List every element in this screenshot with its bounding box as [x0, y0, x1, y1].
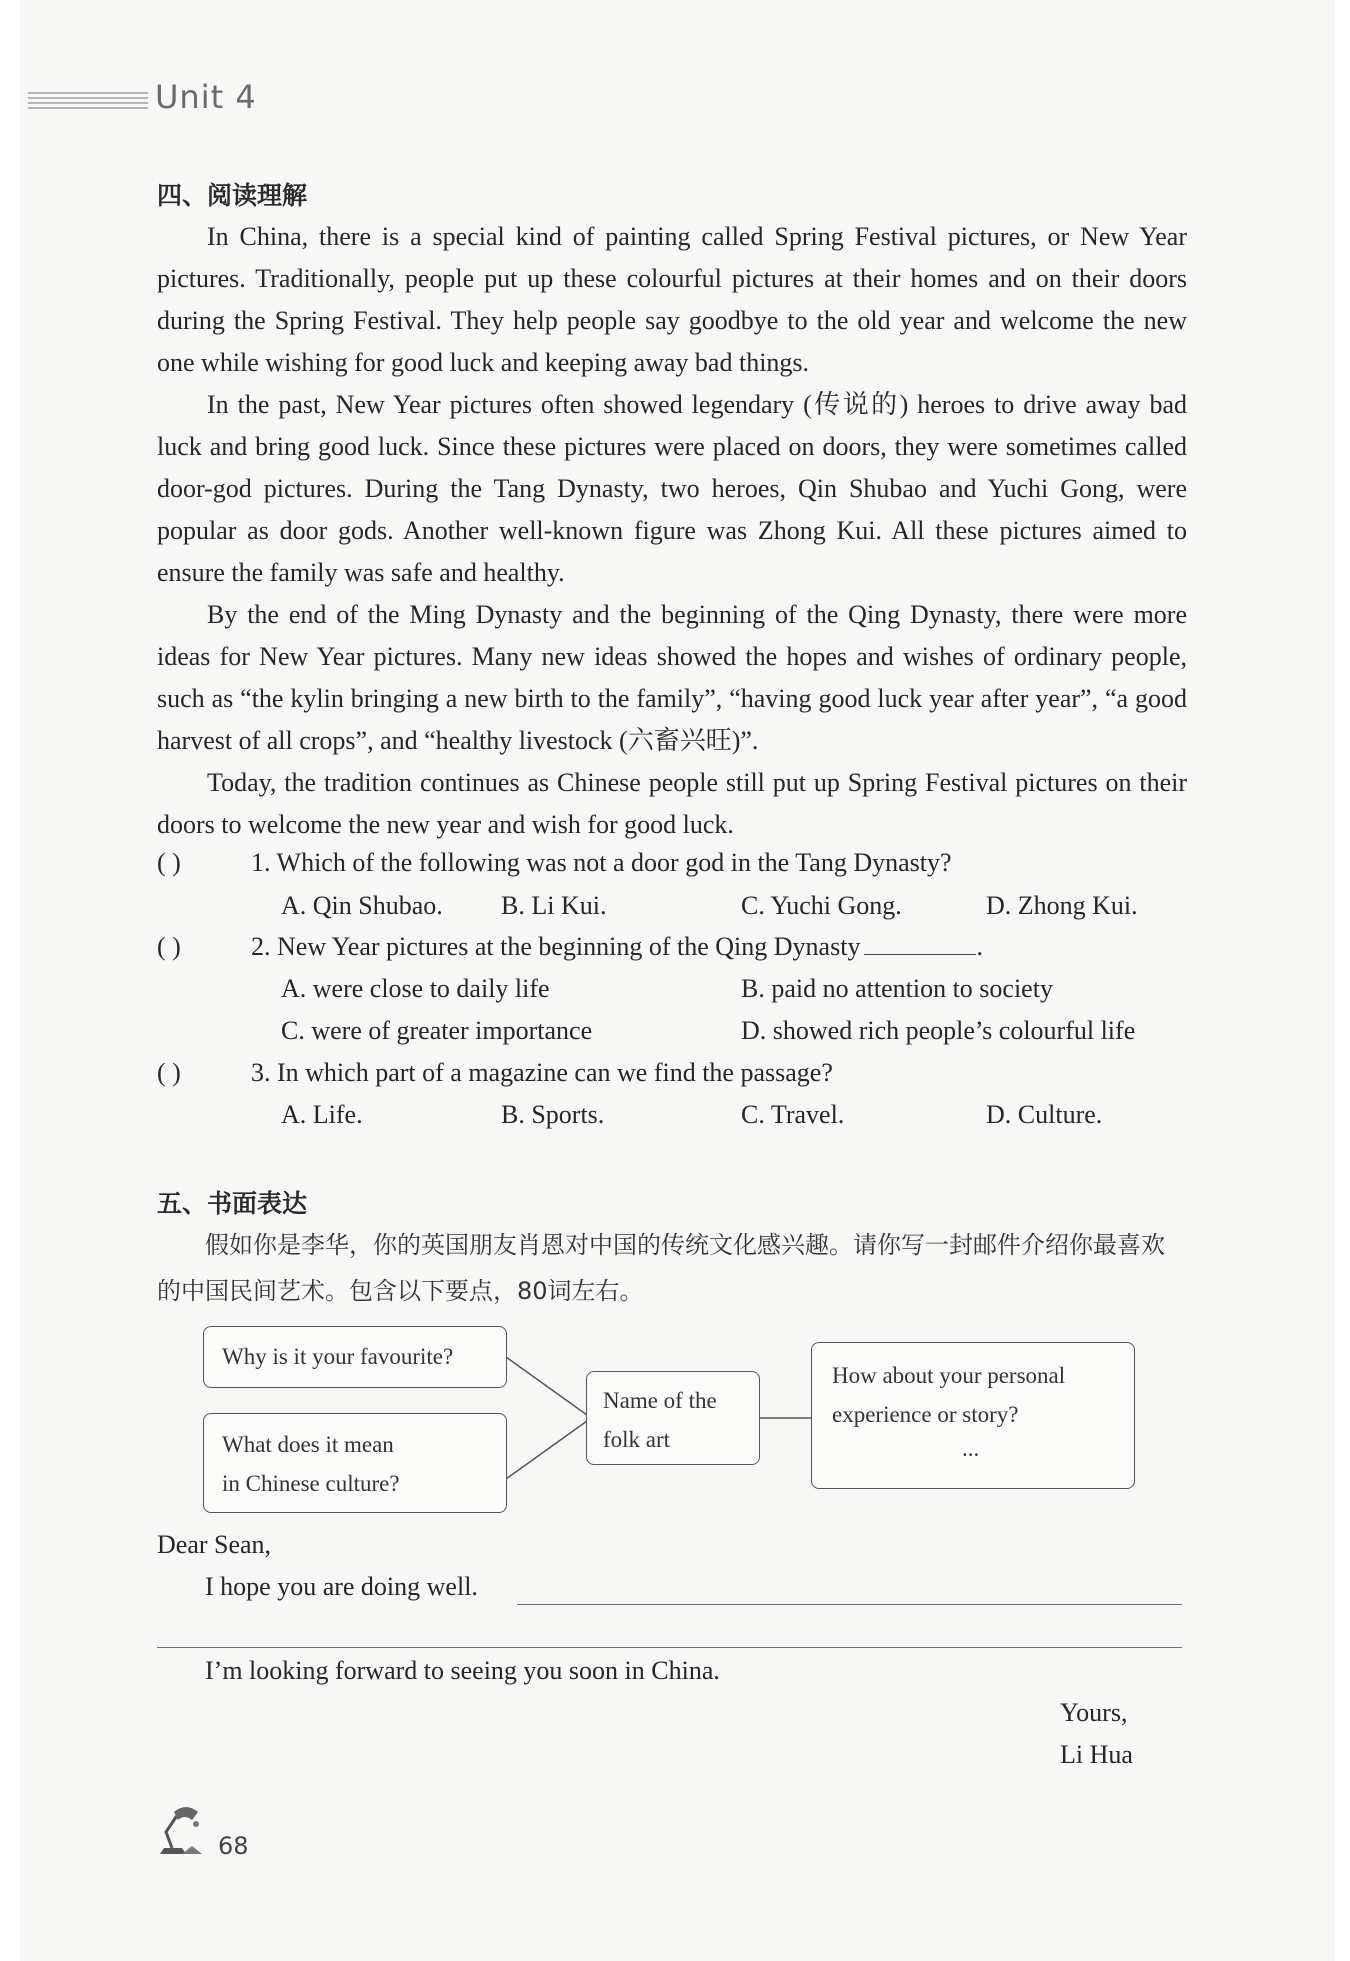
- answer-blank-1[interactable]: ( ): [157, 848, 181, 877]
- answer-blank-2[interactable]: ( ): [157, 932, 181, 961]
- mindmap-box-favourite: [203, 1326, 507, 1388]
- letter-opening: I hope you are doing well.: [205, 1572, 478, 1601]
- unit-title: Unit 4: [155, 78, 257, 116]
- q2-option-b: B. paid no attention to society: [741, 974, 1053, 1003]
- letter-greeting: Dear Sean,: [157, 1530, 272, 1559]
- passage-paragraph-2: In the past, New Year pictures often showed legendary (传说的) heroes to drive away bad luck and bring good luck. Since these pictures were placed on doors, they were sometimes called door-god pictures. During the Tang Dynasty, two heroes, Qin Shubao and Yuchi Gong, were popular as door gods. Another well-known figure was Zhong Kui. All these pictures aimed to ensure the family was safe and healthy.: [157, 390, 1187, 587]
- q3-option-c: C. Travel.: [741, 1100, 845, 1129]
- q2-option-a: A. were close to daily life: [281, 974, 550, 1003]
- passage-paragraph-4: Today, the tradition continues as Chinese people still put up Spring Festival pictures on their doors to welcome the new year and wish for good luck.: [157, 768, 1187, 839]
- letter-signoff: Yours,: [1060, 1698, 1128, 1727]
- q3-option-b: B. Sports.: [501, 1100, 605, 1129]
- passage-paragraph-1: In China, there is a special kind of painting called Spring Festival pictures, or New Year pictures. Traditionally, people put up these colourful pictures at their homes and on their doors during the Spring Festival. They help people say goodbye to the old year and welcome the new one while wishing for good luck and keeping away bad things.: [157, 222, 1187, 377]
- mindmap-box-meaning: [203, 1413, 507, 1513]
- answer-blank-3[interactable]: ( ): [157, 1058, 181, 1087]
- question-2-text: 2. New Year pictures at the beginning of the Qing Dynasty: [251, 932, 861, 961]
- question-1-stem: 1. Which of the following was not a door god in the Tang Dynasty?: [251, 848, 952, 877]
- q2-option-d: D. showed rich people’s colourful life: [741, 1016, 1136, 1045]
- reading-heading: 四、阅读理解: [157, 181, 308, 210]
- mindmap-experience-line1: How about your personal: [832, 1363, 1066, 1388]
- mindmap-box-experience: [811, 1342, 1135, 1489]
- mindmap-experience-line2: experience or story?: [832, 1402, 1019, 1427]
- mindmap-center-line2: folk art: [603, 1427, 671, 1452]
- letter-signature: Li Hua: [1060, 1740, 1133, 1769]
- q2-option-c: C. were of greater importance: [281, 1016, 593, 1045]
- mindmap-box-favourite-text: Why is it your favourite?: [222, 1344, 454, 1369]
- q1-option-d: D. Zhong Kui.: [986, 891, 1138, 920]
- letter-closing: I’m looking forward to seeing you soon in China.: [205, 1656, 720, 1685]
- mindmap-box-meaning-line1: What does it mean: [222, 1432, 394, 1457]
- question-2-period: .: [976, 932, 983, 961]
- lamp-icon: [152, 1802, 218, 1862]
- mindmap-box-meaning-line2: in Chinese culture?: [222, 1471, 400, 1496]
- q1-option-c: C. Yuchi Gong.: [741, 891, 902, 920]
- writing-line-2[interactable]: [157, 1647, 1182, 1648]
- mindmap-box-center: [586, 1371, 760, 1465]
- question-3-stem: 3. In which part of a magazine can we find the passage?: [251, 1058, 833, 1087]
- writing-prompt-text: 假如你是李华，你的英国朋友肖恩对中国的传统文化感兴趣。请你写一封邮件介绍你最喜欢的中国民间艺术。包含以下要点，80词左右。: [157, 1231, 1165, 1305]
- mindmap-center-line1: Name of the: [603, 1388, 717, 1413]
- q1-option-a: A. Qin Shubao.: [281, 891, 443, 920]
- mindmap-experience-ellipsis: ...: [962, 1436, 980, 1461]
- q1-option-b: B. Li Kui.: [501, 891, 607, 920]
- writing-line-1[interactable]: [517, 1604, 1182, 1605]
- q3-option-d: D. Culture.: [986, 1100, 1103, 1129]
- page-number: 68: [218, 1832, 249, 1860]
- q3-option-a: A. Life.: [281, 1100, 363, 1129]
- passage-paragraph-3: By the end of the Ming Dynasty and the beginning of the Qing Dynasty, there were more ideas for New Year pictures. Many new ideas showed the hopes and wishes of ordinary people, such as “the kylin bringing a new birth to the family”, “having good luck year after year”, “a good harvest of all crops”, and “healthy livestock (六畜兴旺)”.: [157, 600, 1187, 755]
- writing-heading: 五、书面表达: [157, 1189, 308, 1218]
